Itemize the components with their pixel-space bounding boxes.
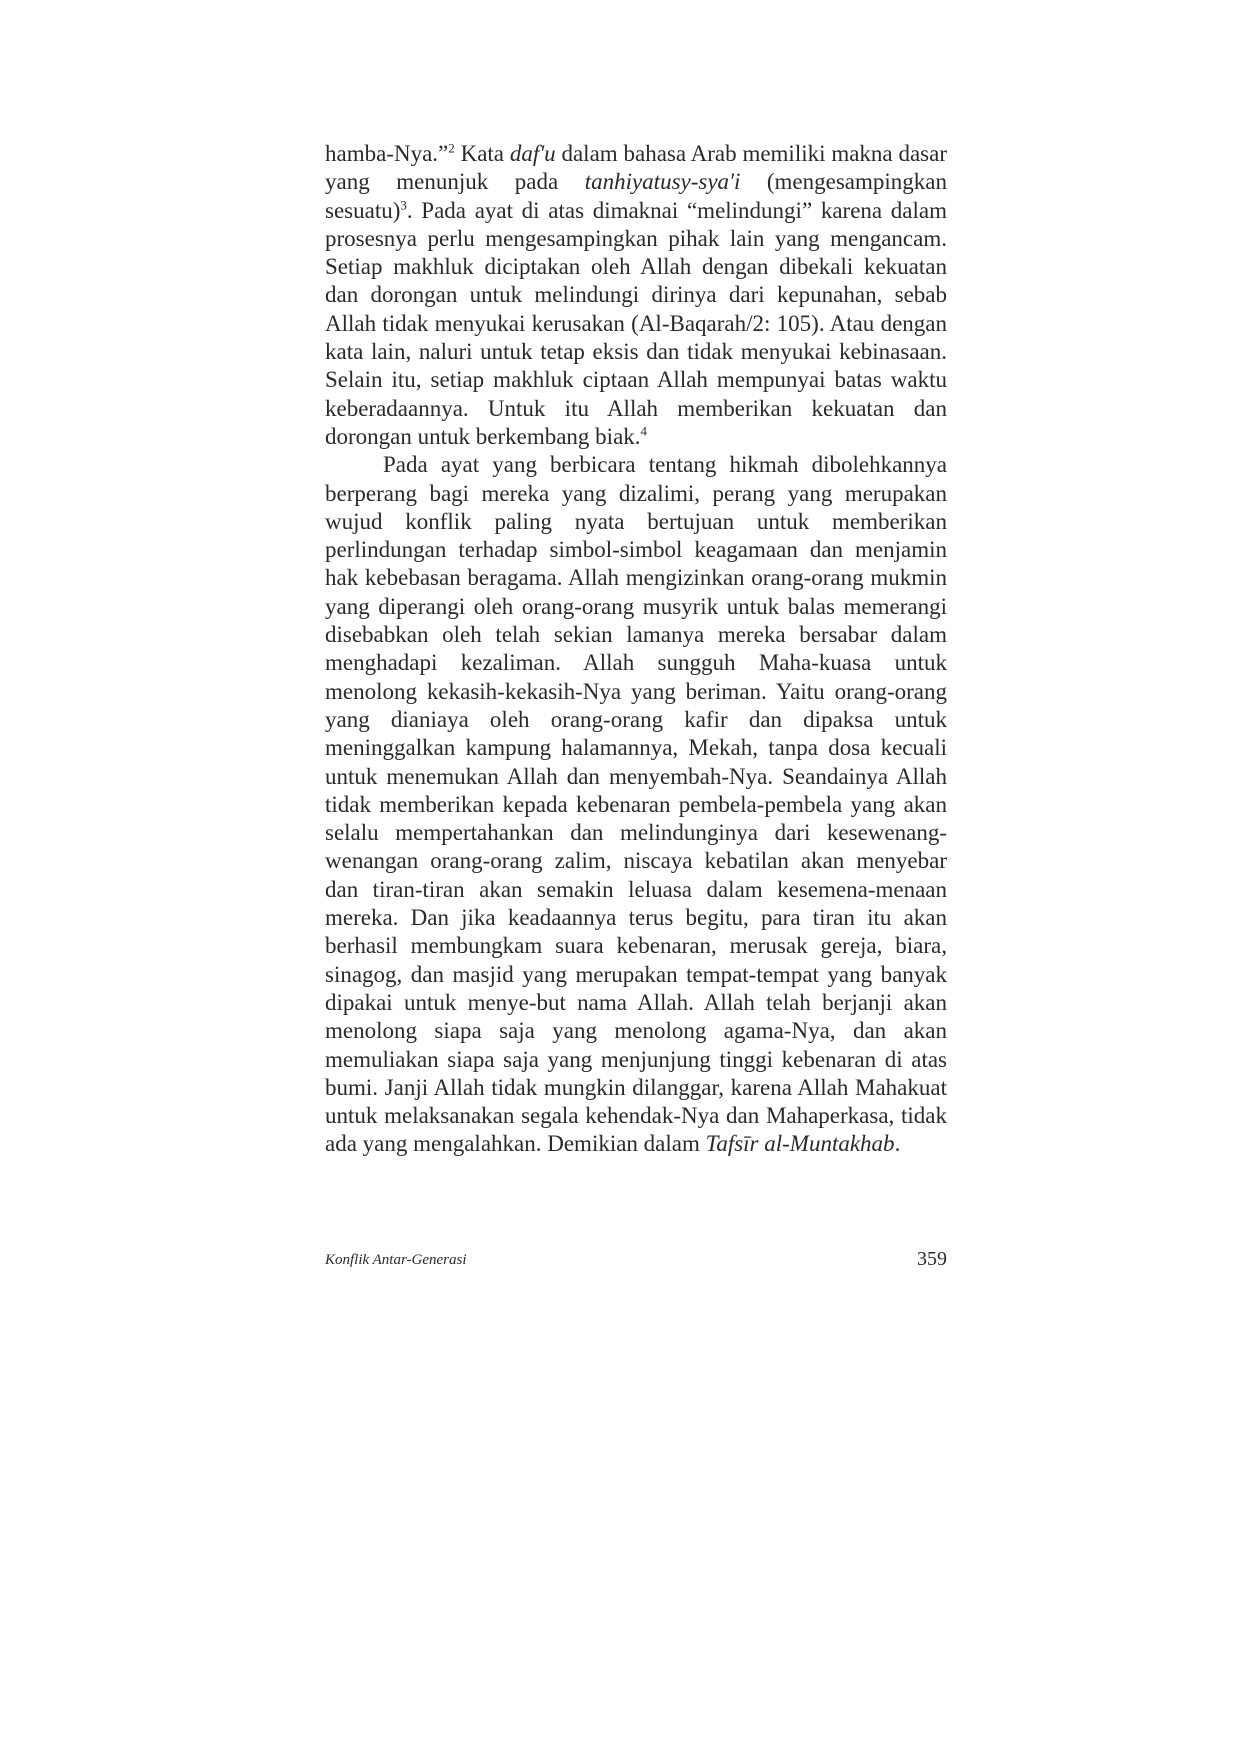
text-run: Pada ayat yang berbicara tentang hikmah dibolehkannya berperang bagi mereka yang dizalimi, perang yang merupakan wujud konflik paling nyata bertujuan untuk memberikan perlindungan terhadap simbol-simbol keagamaan dan menjamin hak kebebasan beragama. Allah mengizinkan orang-orang mukmin yang diperangi oleh orang-orang musyrik untuk balas memerangi disebabkan oleh telah sekian lamanya mereka bersabar dalam menghadapi kezaliman. Allah sungguh Maha-kuasa untuk menolong kekasih-kekasih-Nya yang beriman. Yaitu orang-orang yang dianiaya oleh orang-orang kafir dan dipaksa untuk meninggalkan kampung halamannya, Mekah, tanpa dosa kecuali untuk menemukan Allah dan menyembah-Nya. Seandainya Allah tidak memberikan kepada kebenaran pembela-pembela yang akan selalu mempertahankan dan melindunginya dari kesewenang-wenangan orang-orang zalim, niscaya kebatilan akan menyebar dan tiran-tiran akan semakin leluasa dalam kesemena-menaan mereka. Dan jika keadaannya terus begitu, para tiran itu akan berhasil membungkam suara kebenaran, merusak gereja, biara, sinagog, dan masjid yang merupakan tempat-tempat yang banyak dipakai untuk menye-but nama Allah. Allah telah berjanji akan menolong siapa saja yang menolong agama-Nya, dan akan memuliakan siapa saja yang menjunjung tinggi kebenaran di atas bumi. Janji Allah tidak mungkin dilanggar, karena Allah Mahakuat untuk melaksanakan segala kehendak-Nya dan Mahaperkasa, tidak ada yang mengalahkan. Demikian dalam — [325, 452, 947, 1157]
text-run: dalam bahasa Arab memiliki makna dasar yang menunjuk pada — [325, 141, 947, 195]
footnote-ref-3[interactable]: 3 — [400, 196, 407, 212]
footnote-ref-2[interactable]: 2 — [448, 140, 455, 156]
text-run: hamba-Nya.” — [325, 141, 449, 166]
footnote-ref-4[interactable]: 4 — [640, 423, 648, 439]
italic-title: Tafsīr al-Muntakhab — [705, 1131, 895, 1157]
text-run: . — [894, 1131, 901, 1157]
text-run: Kata — [454, 141, 510, 166]
italic-term: daf'u — [509, 141, 556, 166]
italic-term: tanhiyatusy-sya'i — [584, 169, 741, 195]
body-text — [325, 140, 947, 1159]
running-footer-title: Konflik Antar-Generasi — [325, 1252, 467, 1268]
paragraph-1 — [325, 140, 947, 451]
text-run: . Pada ayat di atas dimaknai “melindungi” karena dalam prosesnya perlu mengesampingkan pihak lain yang mengancam. Setiap makhluk diciptakan oleh Allah dengan dibekali kekuatan dan dorongan untuk melindungi dirinya dari kepunahan, sebab Allah tidak menyukai kerusakan (Al-Baqarah/2: 105). Atau dengan kata lain, naluri untuk tetap eksis dan tidak menyukai kebinasaan. Selain itu, setiap makhluk ciptaan Allah mempunyai batas waktu keberadaannya. Untuk itu Allah memberikan kekuatan dan dorongan untuk berkembang biak. — [325, 197, 947, 449]
text-run: (mengesampingkan sesuatu) — [325, 169, 947, 223]
page-number: 359 — [917, 1248, 947, 1270]
paragraph-2 — [325, 451, 947, 1158]
